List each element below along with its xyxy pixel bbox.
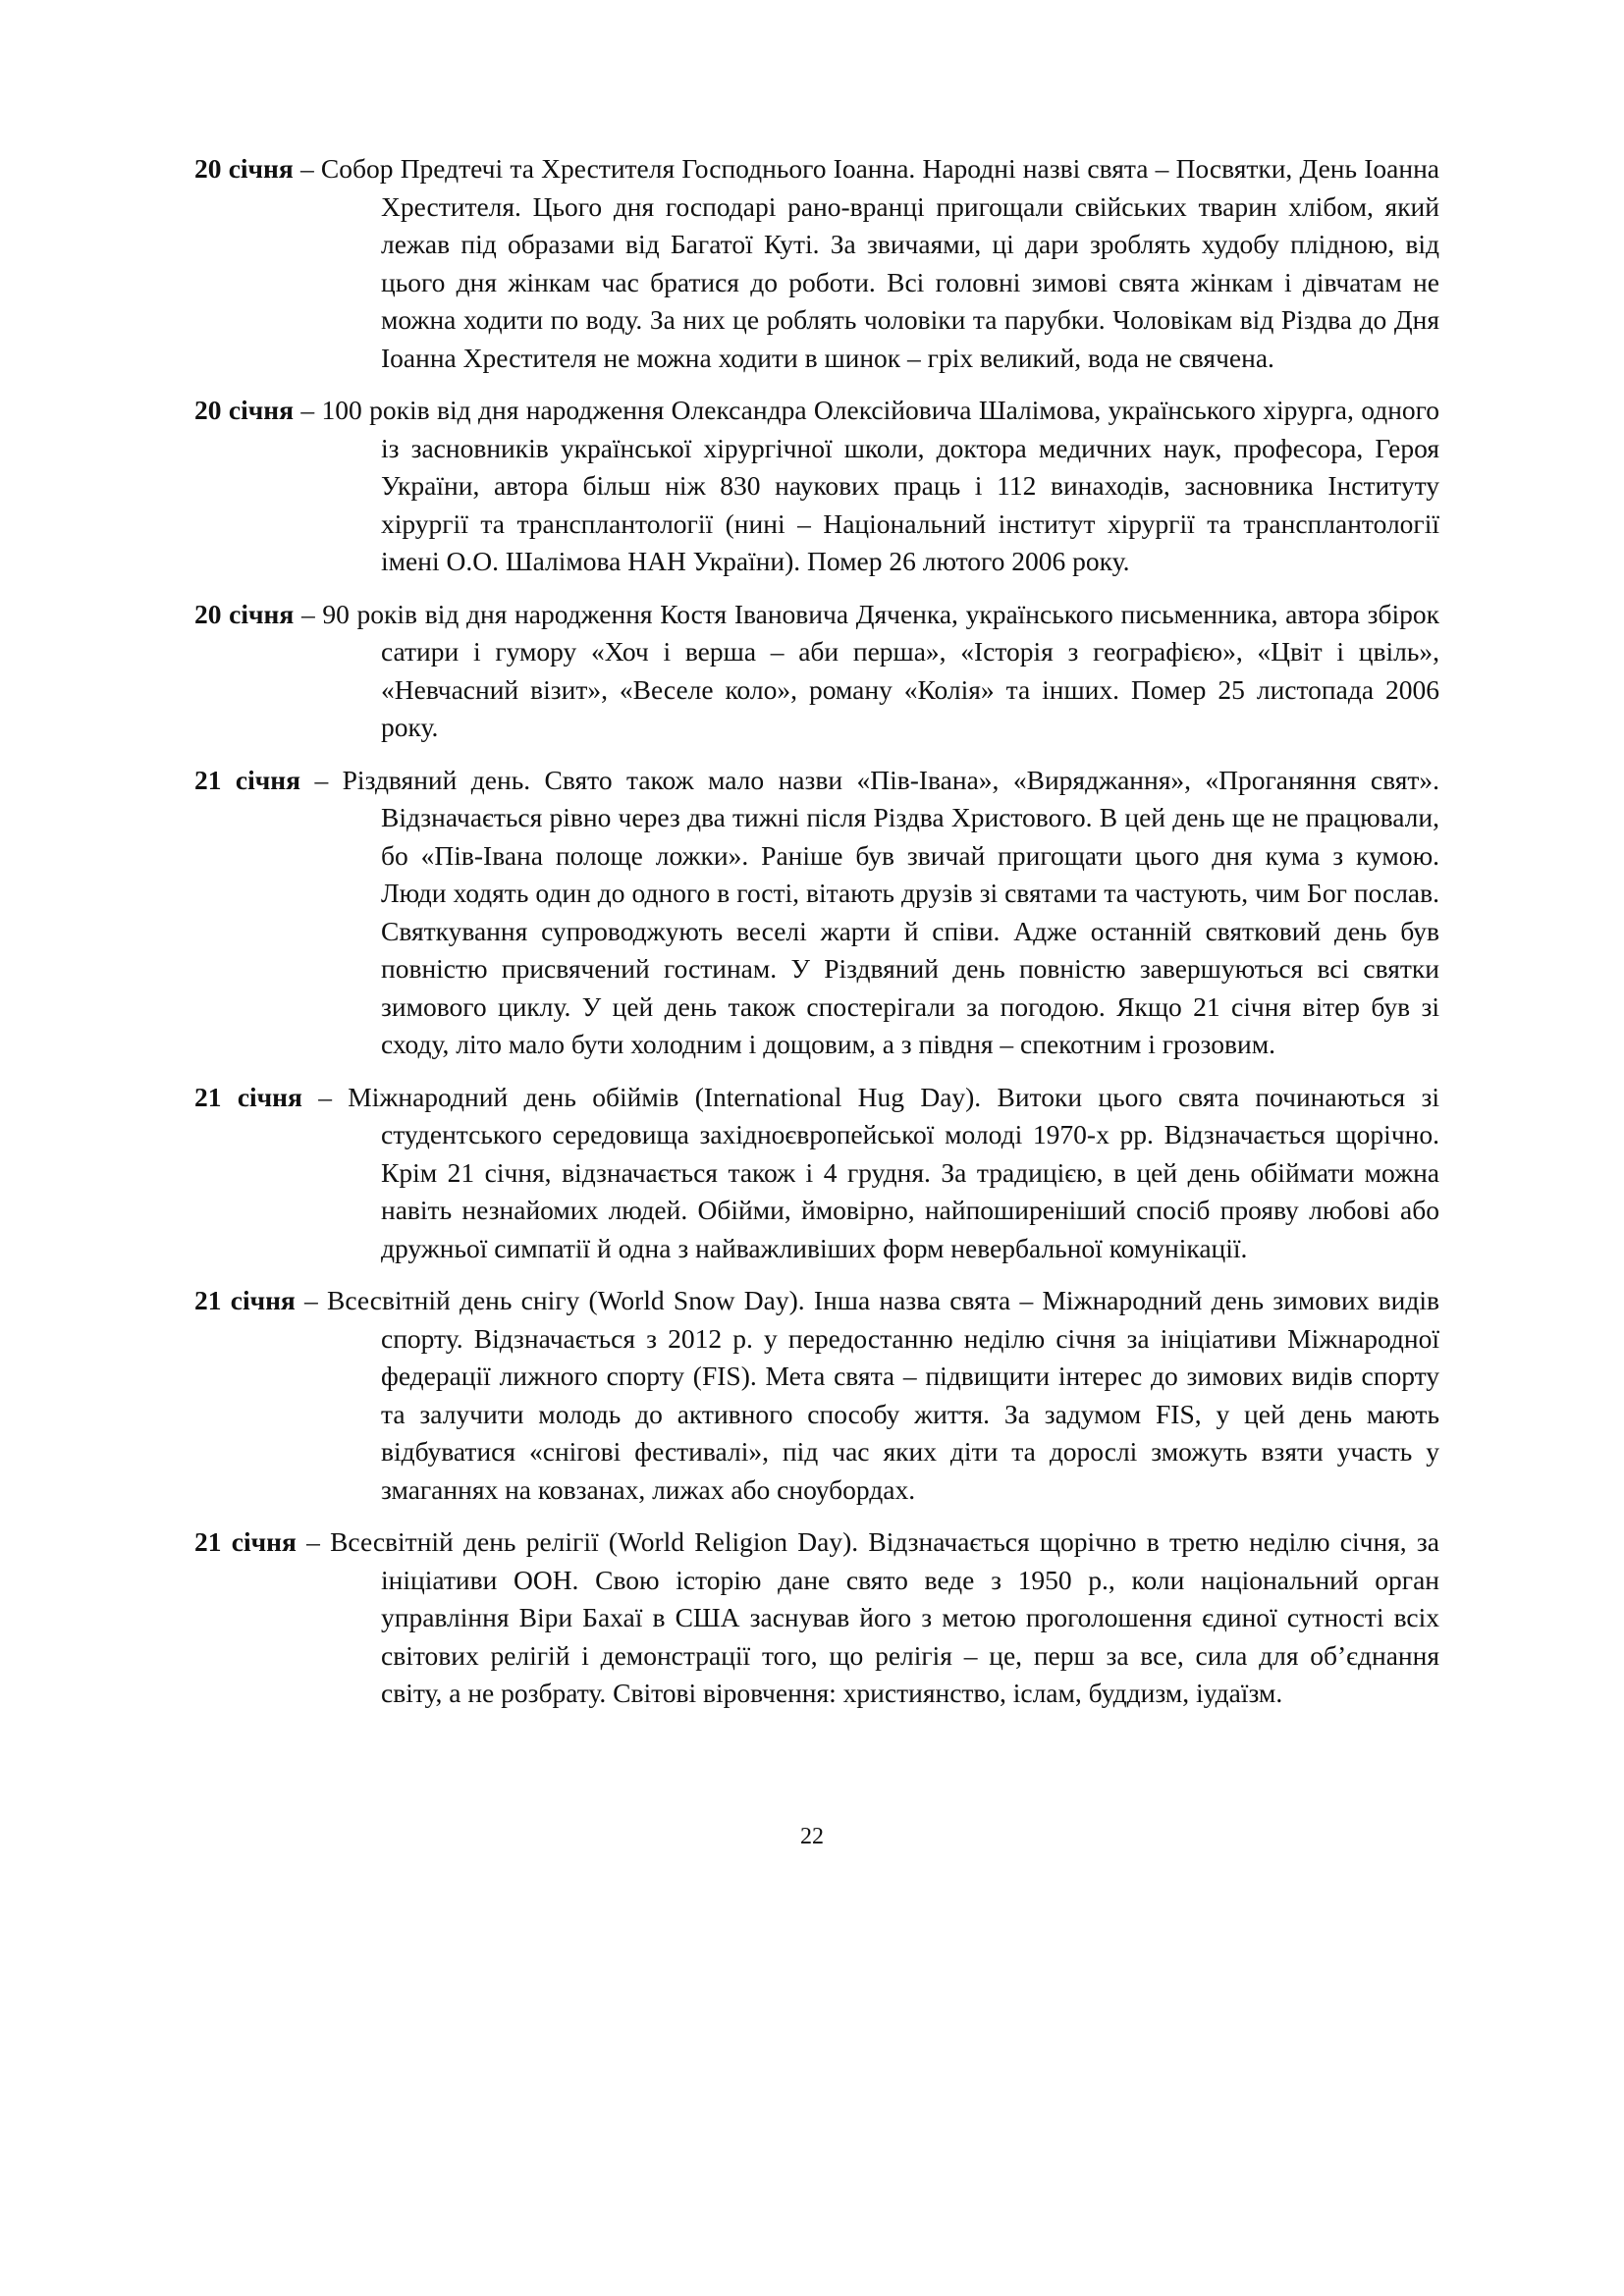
calendar-entry: [194, 762, 1439, 1064]
entry-heading: [194, 1082, 348, 1112]
calendar-entry: [194, 392, 1439, 581]
entry-date: 20 січня: [194, 395, 294, 425]
calendar-entry: [194, 1282, 1439, 1509]
calendar-entry: [194, 596, 1439, 747]
page-number: 22: [800, 1824, 824, 1849]
entry-dash: –: [296, 1526, 331, 1557]
entry-heading: [194, 765, 343, 795]
document-body: [194, 150, 1439, 1728]
entry-text: Всесвітній день снігу (World Snow Day). Інша назва свята – Міжнародний день зимових видів спорту. Відзначається з 2012 р. у передостанню неділю січня за ініціативи Міжнародної федерації лижного спорту (FIS). Мета свята – підвищити інтерес до зимових видів спорту та залучити молодь до активного способу життя. За задумом FIS, у цей день мають відбуватися «снігові фестивалі», під час яких діти та дорослі зможуть взяти участь у змаганнях на ковзанах, лижах або сноубордах.: [327, 1285, 1439, 1505]
entry-dash: –: [294, 598, 323, 629]
calendar-entry: [194, 1079, 1439, 1268]
entry-heading: [194, 1285, 327, 1315]
entry-date: 21 січня: [194, 1285, 296, 1315]
entry-date: 20 січня: [194, 153, 294, 184]
entry-date: 21 січня: [194, 764, 301, 795]
entry-text: Міжнародний день обіймів (International Hug Day). Витоки цього свята починаються зі студентського середовища західноєвропейської молоді 1970-х рр. Відзначається щорічно. Крім 21 січня, відзначається також і 4 грудня. За традицією, в цей день обіймати можна навіть незнайомих людей. Обійми, ймовірно, найпоширеніший спосіб прояву любові або дружньої симпатії й одна з найважливіших форм невербальної комунікації.: [348, 1081, 1440, 1263]
calendar-entry: [194, 150, 1439, 377]
entry-heading: [194, 153, 321, 184]
entry-heading: [194, 1526, 330, 1557]
entry-dash: –: [293, 153, 321, 184]
entry-date: 21 січня: [194, 1081, 302, 1112]
entry-heading: [194, 599, 322, 629]
calendar-entry: [194, 1523, 1439, 1713]
entry-dash: –: [300, 764, 343, 795]
entry-text: 100 років від дня народження Олександра Олексійовича Шалімова, українського хірурга, одного із засновників української хірургічної школи, доктора медичних наук, професора, Героя України, автора більш ніж 830 наукових праць і 112 винаходів, засновника Інституту хірургії та трансплантології (нині – Національний інститут хірургії та трансплантології імені О.О. Шалімова НАН України). Помер 26 лютого 2006 року.: [321, 395, 1440, 576]
entry-text: 90 років від дня народження Костя Івановича Дяченка, українського письменника, автора збірок сатири і гумору «Хоч і верша – аби перша», «Історія з географією», «Цвіт і цвіль», «Невчасний візит», «Веселе коло», роману «Колія» та інших. Помер 25 листопада 2006 року.: [322, 598, 1440, 742]
entry-heading: [194, 395, 322, 425]
entry-dash: –: [295, 1285, 328, 1315]
entry-text: Всесвітній день релігії (World Religion Day). Відзначається щорічно в третю неділю січня, за ініціативи ООН. Свою історію дане свято веде з 1950 р., коли національний орган управління Віри Бахаї в США заснував його з метою проголошення єдиної сутності всіх світових релігій і демонстрації того, що релігія – це, перш за все, сила для об’єднання світу, а не розбрату. Світові віровчення: християнство, іслам, буддизм, іудаїзм.: [330, 1526, 1440, 1708]
entry-text: Різдвяний день. Свято також мало назви «Пів-Івана», «Виряджання», «Проганяння свят». Відзначається рівно через два тижні після Різдва Христового. В цей день ще не працювали, бо «Пів-Івана полоще ложки». Раніше був звичай пригощати цього дня кума з кумою. Люди ходять один до одного в гості, вітають друзів зі святами та частують, чим Бог послав. Святкування супроводжують веселі жарти й співи. Адже останній святковий день був повністю присвячений гостинам. У Різдвяний день повністю завершуються всі святки зимового циклу. У цей день також спостерігали за погодою. Якщо 21 січня вітер був зі сходу, літо мало бути холодним і дощовим, а з півдня – спекотним і грозовим.: [342, 764, 1440, 1059]
entry-dash: –: [301, 1081, 349, 1112]
entry-dash: –: [293, 395, 322, 425]
entry-date: 20 січня: [194, 598, 295, 629]
entry-date: 21 січня: [194, 1526, 297, 1557]
entry-text: Собор Предтечі та Хрестителя Господнього Іоанна. Народні назві свята – Посвятки, День Іоанна Хрестителя. Цього дня господарі рано-вранці пригощали свійських тварин хлібом, який лежав під образами від Багатої Куті. За звичаями, ці дари зроблять худобу плідною, від цього дня жінкам час братися до роботи. Всі головні зимові свята жінкам і дівчатам не можна ходити по воду. За них це роблять чоловіки та парубки. Чоловікам від Різдва до Дня Іоанна Хрестителя не можна ходити в шинок – гріх великий, вода не свячена.: [320, 153, 1440, 373]
